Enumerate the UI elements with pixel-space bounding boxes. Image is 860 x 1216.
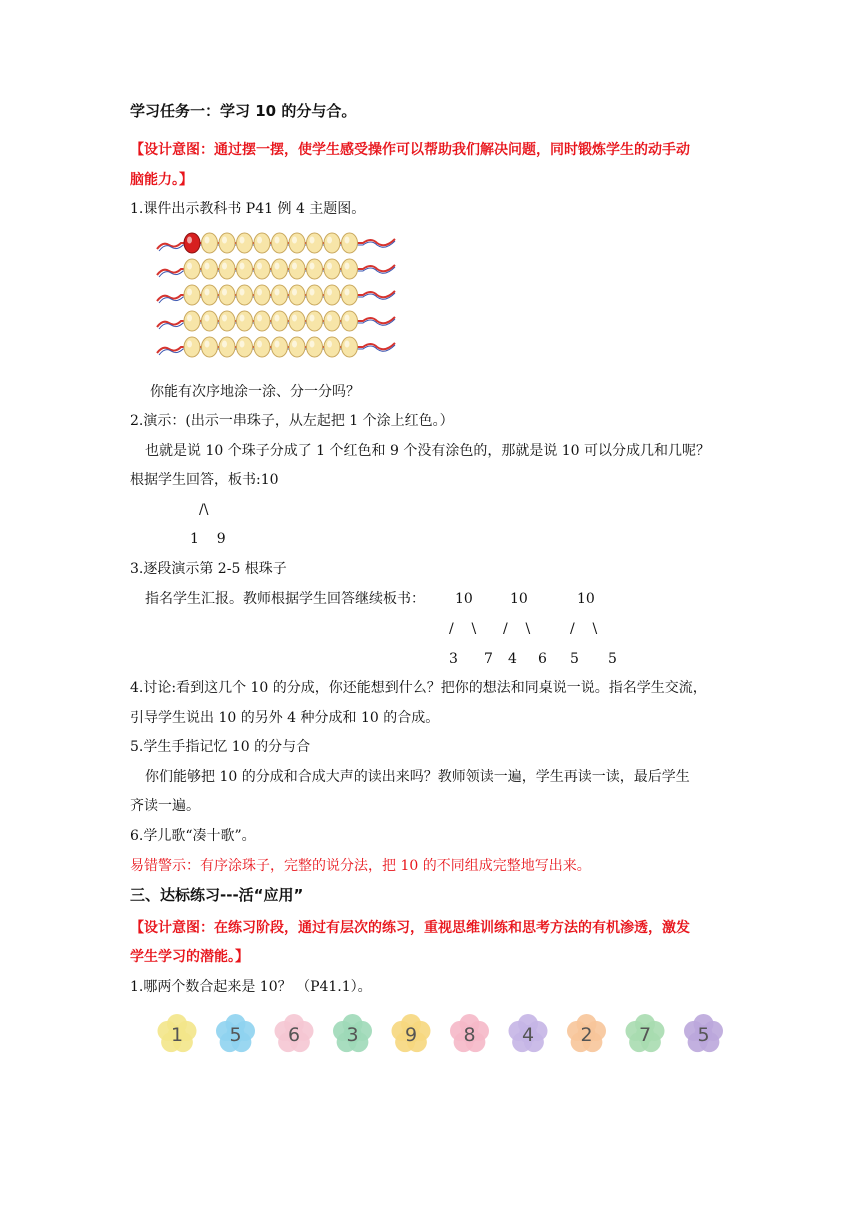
bead (289, 233, 305, 253)
step-2-board-slash: /\ (199, 502, 209, 518)
step-5: 5.学生手指记忆 10 的分与合 (130, 739, 311, 755)
bead-highlight (257, 315, 262, 322)
bead-highlight (310, 289, 315, 296)
flower-number: 5 (697, 1024, 710, 1046)
step-5-text: 你们能够把 10 的分成和合成大声的读出来吗？教师领读一遍，学生再读一读，最后学生 (145, 769, 690, 785)
bead-highlight (205, 315, 210, 322)
step-4-cont: 引导学生说出 10 的另外 4 种分成和 10 的合成。 (130, 710, 440, 726)
section-3-heading: 三、达标练习---活“应用” (130, 886, 304, 904)
bead (289, 259, 305, 279)
bead-highlight (240, 237, 245, 244)
board-part-4: 6 (538, 651, 547, 667)
bead-highlight (222, 315, 227, 322)
error-warning: 易错警示：有序涂珠子，完整的说分法，把 10 的不同组成完整地写出来。 (130, 858, 591, 874)
design-intent-1-cont: 脑能力。】 (130, 172, 193, 188)
number-flower (274, 1014, 313, 1052)
bead (307, 259, 323, 279)
bead-highlight (275, 289, 280, 296)
bead-highlight (240, 263, 245, 270)
bead (307, 285, 323, 305)
number-flower (684, 1014, 723, 1052)
bead-highlight (222, 289, 227, 296)
number-flower (567, 1014, 606, 1052)
number-flower (333, 1014, 372, 1052)
bead-highlight (275, 263, 280, 270)
bead (219, 285, 235, 305)
bead-highlight (187, 263, 192, 270)
bead (254, 311, 270, 331)
bead (342, 233, 358, 253)
bead-highlight (187, 315, 192, 322)
bead (237, 337, 253, 357)
bead-highlight (205, 289, 210, 296)
bead-highlight (345, 289, 350, 296)
bead (184, 337, 200, 357)
bead (254, 259, 270, 279)
bead-highlight (222, 237, 227, 244)
bead-highlight (187, 289, 192, 296)
bead-string (157, 285, 395, 305)
board-slash-1: / \ (449, 621, 477, 637)
bead-highlight (222, 263, 227, 270)
flower-number: 3 (346, 1024, 359, 1046)
step-2: 2.演示：(出示一串珠子，从左起把 1 个涂上红色。） (130, 413, 454, 429)
bead (342, 337, 358, 357)
number-flower (508, 1014, 547, 1052)
step-4: 4.讨论:看到这几个 10 的分成，你还能想到什么？把你的想法和同桌说一说。指名学生交流， (130, 680, 707, 696)
bead (324, 233, 340, 253)
board-slash-2: / \ (503, 621, 531, 637)
design-intent-2-cont: 学生学习的潜能。】 (130, 949, 249, 965)
bead (219, 311, 235, 331)
bead-highlight (292, 263, 297, 270)
bead-highlight (257, 237, 262, 244)
number-flower (157, 1014, 196, 1052)
flower-number: 6 (287, 1024, 301, 1046)
bead-highlight (275, 341, 280, 348)
board-top-1: 10 (455, 591, 473, 607)
number-flower (216, 1014, 255, 1052)
bead-highlight (327, 289, 332, 296)
design-intent-2: 【设计意图：在练习阶段，通过有层次的练习，重视思维训练和思考方法的有机渗透，激发 (130, 920, 690, 936)
step-3-text: 指名学生汇报。教师根据学生回答继续板书： (145, 591, 425, 607)
bead (237, 233, 253, 253)
flower-number: 8 (463, 1024, 476, 1046)
board-part-1: 3 (449, 651, 458, 667)
bead-highlight (345, 341, 350, 348)
bead-highlight (205, 237, 210, 244)
step-2-board-label: 根据学生回答，板书:10 (130, 472, 279, 488)
bead-highlight (257, 263, 262, 270)
bead (272, 311, 288, 331)
board-part-5: 5 (570, 651, 579, 667)
step-2-board-parts: 1 9 (190, 531, 226, 547)
bead (202, 285, 218, 305)
bead-highlight (310, 263, 315, 270)
flower-number: 1 (170, 1024, 184, 1046)
bead (219, 233, 235, 253)
bead-string (157, 259, 395, 279)
red-bead (184, 233, 200, 253)
bead-highlight (327, 315, 332, 322)
board-top-3: 10 (577, 591, 595, 607)
bead (202, 233, 218, 253)
bead (237, 259, 253, 279)
bead-highlight (310, 315, 315, 322)
bead (324, 285, 340, 305)
bead-highlight (257, 289, 262, 296)
bead-highlight (187, 237, 192, 244)
step-5-cont: 齐读一遍。 (130, 798, 200, 814)
bead-highlight (345, 315, 350, 322)
bead (342, 285, 358, 305)
bead (307, 311, 323, 331)
bead (272, 285, 288, 305)
flower-number: 2 (580, 1024, 593, 1046)
bead (289, 285, 305, 305)
bead (289, 337, 305, 357)
number-flower (391, 1014, 430, 1052)
bead (324, 259, 340, 279)
bead (184, 285, 200, 305)
bead-string (157, 311, 395, 331)
bead (272, 337, 288, 357)
bead (219, 337, 235, 357)
bead-highlight (327, 341, 332, 348)
bead (254, 285, 270, 305)
board-part-3: 4 (508, 651, 517, 667)
bead (342, 311, 358, 331)
step-3: 3.逐段演示第 2-5 根珠子 (130, 561, 287, 577)
bead-highlight (240, 289, 245, 296)
bead (307, 233, 323, 253)
board-top-2: 10 (510, 591, 528, 607)
question-text: 你能有次序地涂一涂、分一分吗？ (150, 384, 360, 400)
bead (202, 337, 218, 357)
bead-highlight (310, 341, 315, 348)
bead-highlight (345, 237, 350, 244)
bead (184, 311, 200, 331)
bead-highlight (275, 315, 280, 322)
bead (289, 311, 305, 331)
bead (324, 311, 340, 331)
bead-highlight (292, 289, 297, 296)
bead-highlight (292, 341, 297, 348)
bead-highlight (275, 237, 280, 244)
bead (342, 259, 358, 279)
bead-highlight (205, 263, 210, 270)
bead (324, 337, 340, 357)
design-intent-1: 【设计意图：通过摆一摆，使学生感受操作可以帮助我们解决问题，同时锻炼学生的动手动 (130, 142, 690, 158)
bead (202, 259, 218, 279)
flower-number: 9 (404, 1024, 418, 1046)
bead-highlight (240, 315, 245, 322)
flower-number: 7 (638, 1024, 652, 1046)
step-2-text: 也就是说 10 个珠子分成了 1 个红色和 9 个没有涂色的，那就是说 10 可以分成几和几呢？ (145, 443, 711, 459)
flower-number: 5 (229, 1024, 242, 1046)
bead (272, 233, 288, 253)
step-1: 1.课件出示教科书 P41 例 4 主题图。 (130, 201, 366, 217)
number-flower (450, 1014, 489, 1052)
bead-strings-illustration (155, 228, 400, 368)
bead-highlight (205, 341, 210, 348)
number-flower (625, 1014, 664, 1052)
board-part-2: 7 (484, 651, 493, 667)
bead-highlight (257, 341, 262, 348)
bead-string (157, 233, 395, 253)
bead (202, 311, 218, 331)
bead (272, 259, 288, 279)
flower-number: 4 (521, 1024, 535, 1046)
board-slash-3: / \ (570, 621, 598, 637)
bead (254, 233, 270, 253)
bead-string (157, 337, 395, 357)
task1-heading: 学习任务一：学习 10 的分与合。 (130, 102, 357, 120)
bead-highlight (292, 237, 297, 244)
bead-highlight (222, 341, 227, 348)
bead-highlight (240, 341, 245, 348)
step-6: 6.学儿歌“凑十歌”。 (130, 828, 256, 844)
bead-highlight (310, 237, 315, 244)
bead (307, 337, 323, 357)
bead-highlight (292, 315, 297, 322)
bead (254, 337, 270, 357)
exercise-1: 1.哪两个数合起来是 10？ （P41.1）。 (130, 979, 372, 995)
board-part-6: 5 (608, 651, 617, 667)
bead (184, 259, 200, 279)
bead (237, 311, 253, 331)
bead-highlight (327, 237, 332, 244)
bead-highlight (327, 263, 332, 270)
bead (237, 285, 253, 305)
number-flowers-illustration (155, 1010, 725, 1065)
bead (219, 259, 235, 279)
bead-highlight (345, 263, 350, 270)
bead-highlight (187, 341, 192, 348)
